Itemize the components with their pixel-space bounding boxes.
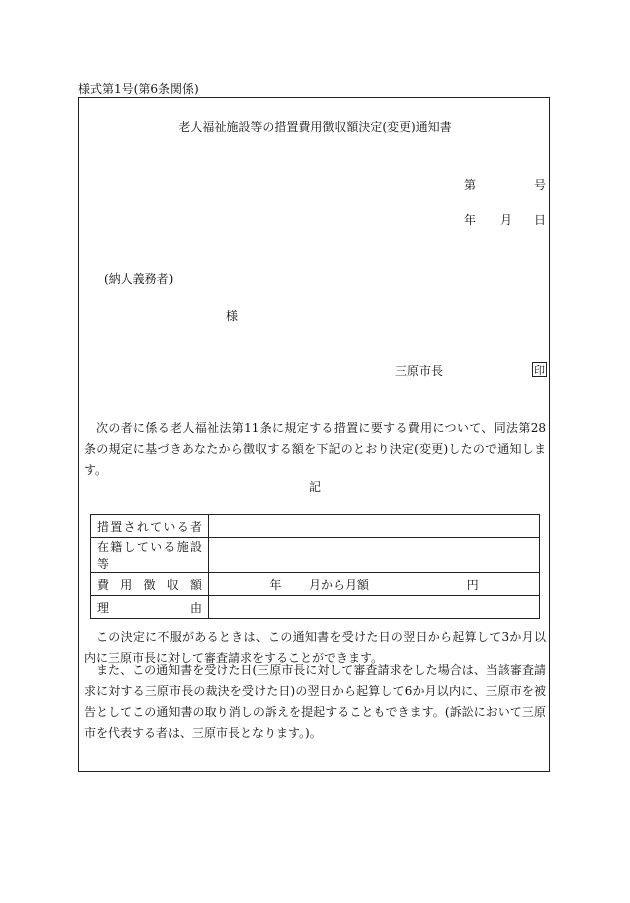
info-table xyxy=(90,514,540,619)
row-label-subject: 措置されている者 xyxy=(91,515,209,538)
row-value-fee xyxy=(209,573,540,596)
number-prefix: 第 xyxy=(464,178,477,192)
table-row xyxy=(91,573,540,596)
table-row xyxy=(91,538,540,573)
table-row xyxy=(91,596,540,619)
row-value-reason xyxy=(209,596,540,619)
fee-year: 年 xyxy=(269,577,282,592)
form-number-label: 様式第1号(第6条関係) xyxy=(78,82,199,96)
document-title: 老人福祉施設等の措置費用徴収額決定(変更)通知書 xyxy=(178,120,452,134)
row-value-subject xyxy=(209,515,540,538)
fee-month: 月から月額 xyxy=(308,577,369,592)
lawsuit-notice: また、この通知書を受けた日(三原市長に対して審査請求をした場合は、当該審査請求に対する三原市長の裁決を受けた日)の翌日から起算して6か月以内に、三原市を被告としてこの通知書の取り消しの訴えを提起することもできます。(訴訟において三原市を代表する者は、三原市長となります。)。 xyxy=(84,663,546,740)
row-label-reason: 理由 xyxy=(91,596,209,619)
table-row xyxy=(91,515,540,538)
row-label-facility: 在籍している施設等 xyxy=(91,538,209,573)
payer-label: (納人義務者) xyxy=(104,272,174,286)
date-month: 月 xyxy=(500,213,513,227)
fee-yen: 円 xyxy=(466,577,479,592)
appeal-notice: この決定に不服があるときは、この通知書を受けた日の翌日から起算して3か月以内に三原市長に対して審査請求をすることができます。 xyxy=(84,630,546,665)
honorific: 様 xyxy=(226,309,239,323)
date-year: 年 xyxy=(464,213,477,227)
date-day: 日 xyxy=(534,213,547,227)
body-paragraph: 次の者に係る老人福祉法第11条に規定する措置に要する費用について、同法第28条の規定に基づきあなたから徴収する額を下記のとおり決定(変更)したので通知します。 xyxy=(84,421,546,477)
row-value-facility xyxy=(209,538,540,573)
issuer-name: 三原市長 xyxy=(395,364,444,378)
row-label-fee: 費用徴収額 xyxy=(91,573,209,596)
ki-heading: 記 xyxy=(309,480,322,494)
number-suffix: 号 xyxy=(534,178,547,192)
seal-mark: 印 xyxy=(534,364,545,377)
